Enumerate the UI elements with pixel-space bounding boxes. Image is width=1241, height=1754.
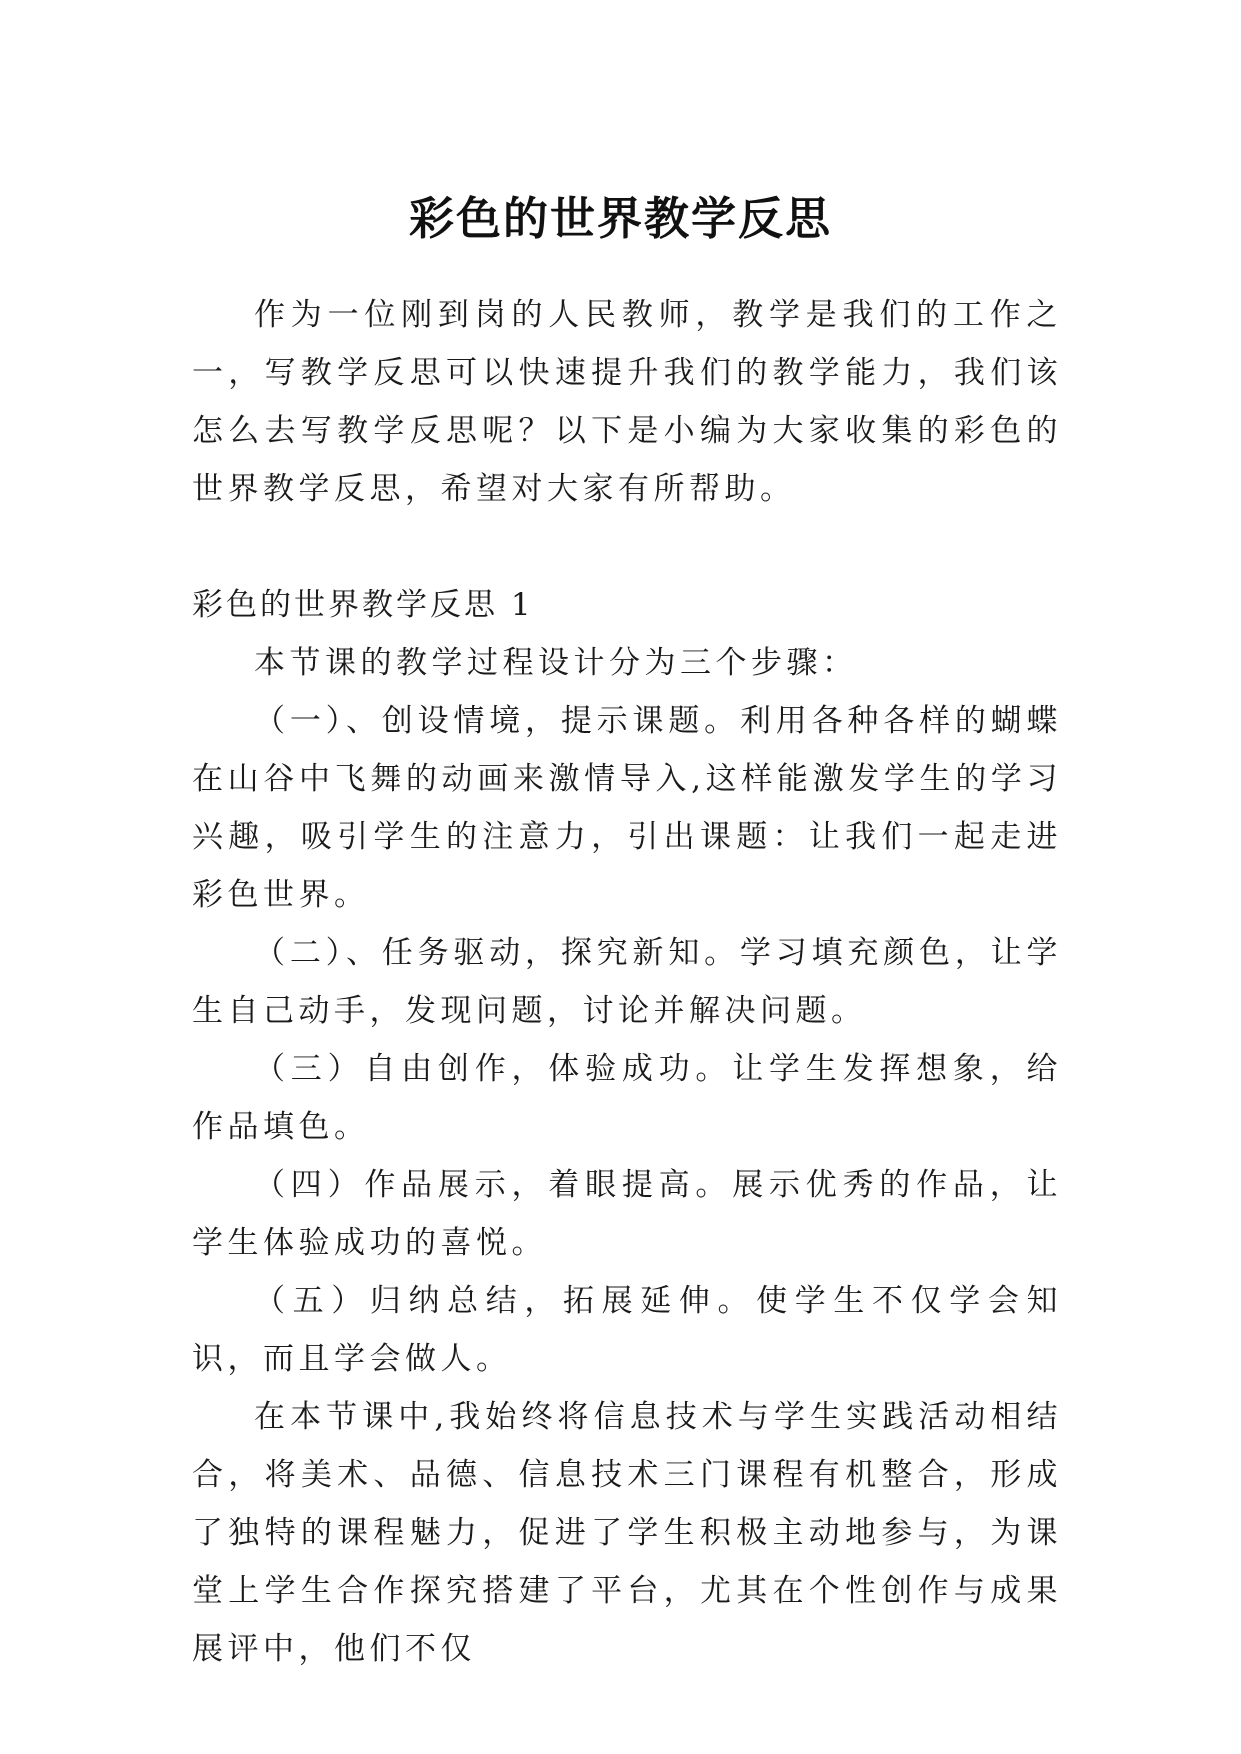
intro-block bbox=[192, 286, 1062, 518]
document-title: 彩色的世界教学反思 bbox=[408, 192, 832, 246]
paragraph: （一）、创设情境，提示课题。利用各种各样的蝴蝶在山谷中飞舞的动画来激情导入,这样能激发学生的学习兴趣，吸引学生的注意力，引出课题：让我们一起走进彩色世界。 bbox=[192, 703, 1062, 913]
paragraph: 本节课的教学过程设计分为三个步骤： bbox=[254, 645, 858, 681]
paragraph: （五）归纳总结，拓展延伸。使学生不仅学会知识，而且学会做人。 bbox=[192, 1283, 1062, 1377]
paragraph: （三）自由创作，体验成功。让学生发挥想象，给作品填色。 bbox=[192, 1051, 1062, 1145]
section-1 bbox=[192, 576, 1062, 1678]
paragraph: 在本节课中,我始终将信息技术与学生实践活动相结合，将美术、品德、信息技术三门课程有机整合，形成了独特的课程魅力，促进了学生积极主动地参与，为课堂上学生合作探究搭建了平台，尤其在个性创作与成果展评中，他们不仅 bbox=[192, 1399, 1062, 1667]
paragraph: （二）、任务驱动，探究新知。学习填充颜色，让学生自己动手，发现问题，讨论并解决问题。 bbox=[192, 935, 1062, 1029]
intro-paragraph: 作为一位刚到岗的人民教师，教学是我们的工作之一，写教学反思可以快速提升我们的教学能力，我们该怎么去写教学反思呢？以下是小编为大家收集的彩色的世界教学反思，希望对大家有所帮助。 bbox=[192, 297, 1062, 507]
section-heading: 彩色的世界教学反思 1 bbox=[192, 587, 534, 623]
paragraph: （四）作品展示，着眼提高。展示优秀的作品，让学生体验成功的喜悦。 bbox=[192, 1167, 1062, 1261]
